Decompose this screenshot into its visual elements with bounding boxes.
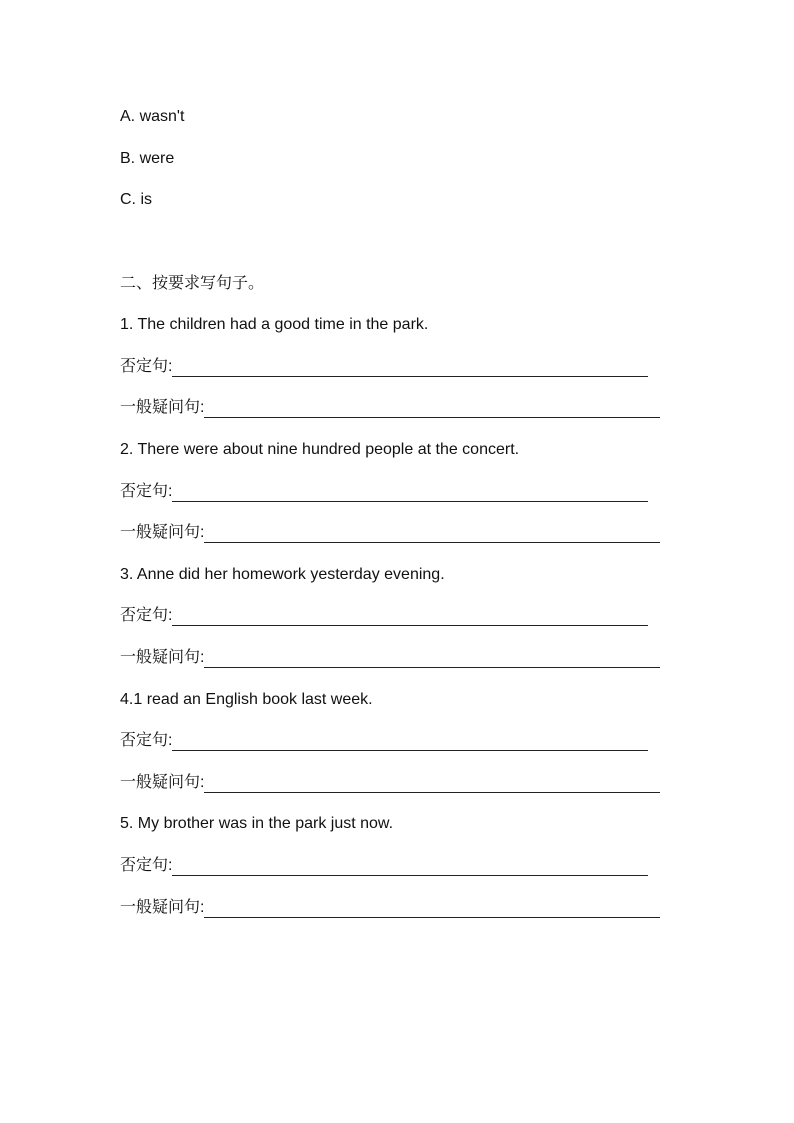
question-1-question-row [120, 398, 660, 418]
question-answer-blank[interactable] [204, 903, 660, 918]
question-4-negative-row [120, 731, 648, 751]
question-3: 3. Anne did her homework yesterday evening. [120, 566, 445, 583]
option-a: A. wasn't [120, 108, 185, 125]
question-2-question-row [120, 523, 660, 543]
question-5: 5. My brother was in the park just now. [120, 815, 394, 832]
option-c: C. is [120, 191, 152, 208]
question-5-negative-row [120, 856, 648, 876]
option-b: B. were [120, 150, 175, 167]
question-1-negative-row [120, 357, 648, 377]
question-3-question-row [120, 648, 660, 668]
question-2-negative-row [120, 482, 648, 502]
question-label: 一般疑问句: [120, 899, 205, 916]
question-answer-blank[interactable] [204, 403, 660, 418]
question-2: 2. There were about nine hundred people at the concert. [120, 441, 520, 458]
negative-label: 否定句: [120, 358, 173, 375]
question-answer-blank[interactable] [204, 528, 660, 543]
negative-answer-blank[interactable] [172, 487, 648, 502]
question-4: 4.1 read an English book last week. [120, 691, 373, 708]
question-label: 一般疑问句: [120, 399, 205, 416]
negative-label: 否定句: [120, 607, 173, 624]
section-title: 二、按要求写句子。 [120, 275, 265, 292]
negative-answer-blank[interactable] [172, 611, 648, 626]
question-label: 一般疑问句: [120, 649, 205, 666]
negative-answer-blank[interactable] [172, 861, 648, 876]
negative-label: 否定句: [120, 732, 173, 749]
negative-label: 否定句: [120, 483, 173, 500]
negative-answer-blank[interactable] [172, 736, 648, 751]
question-1: 1. The children had a good time in the park. [120, 316, 429, 333]
question-5-question-row [120, 898, 660, 918]
question-3-negative-row [120, 606, 648, 626]
question-label: 一般疑问句: [120, 774, 205, 791]
question-4-question-row [120, 773, 660, 793]
negative-answer-blank[interactable] [172, 362, 648, 377]
question-answer-blank[interactable] [204, 653, 660, 668]
negative-label: 否定句: [120, 857, 173, 874]
question-label: 一般疑问句: [120, 524, 205, 541]
question-answer-blank[interactable] [204, 778, 660, 793]
